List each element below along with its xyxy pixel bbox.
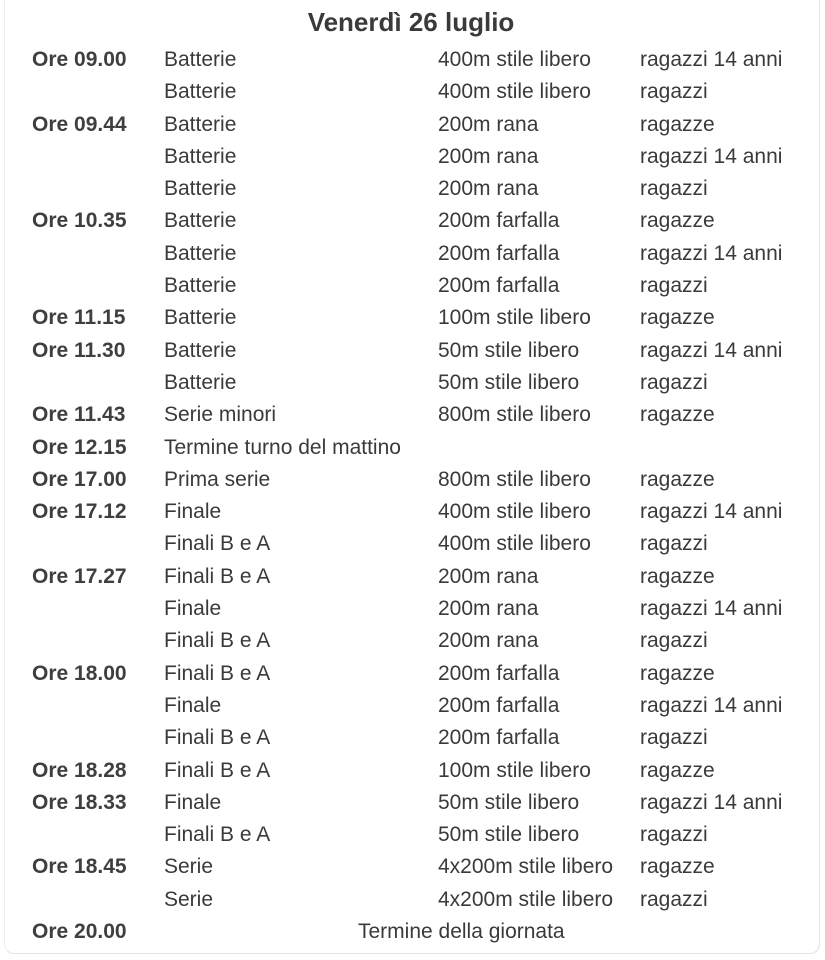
schedule-list bbox=[0, 44, 825, 948]
row-time: Ore 18.33 bbox=[32, 790, 127, 814]
row-time: Ore 11.15 bbox=[32, 306, 126, 330]
row-event: 200m farfalla bbox=[438, 693, 560, 717]
schedule-row bbox=[0, 432, 825, 464]
row-time: Ore 18.00 bbox=[32, 661, 127, 685]
row-phase: Finale bbox=[164, 597, 222, 621]
row-category: ragazzi bbox=[640, 629, 708, 653]
row-event: 800m stile libero bbox=[438, 467, 591, 491]
row-category: ragazzi bbox=[640, 274, 708, 298]
row-event: 50m stile libero bbox=[438, 370, 580, 394]
row-category: ragazzi 14 anni bbox=[640, 338, 783, 362]
row-phase: Finale bbox=[164, 790, 222, 814]
row-time: Ore 11.43 bbox=[32, 403, 126, 427]
row-phase: Batterie bbox=[164, 241, 237, 265]
row-event: 200m rana bbox=[438, 144, 539, 168]
schedule-row bbox=[0, 302, 825, 334]
row-phase: Serie bbox=[164, 887, 214, 911]
row-event: 400m stile libero bbox=[438, 532, 591, 556]
row-event: 4x200m stile libero bbox=[438, 887, 614, 911]
row-category: ragazzi bbox=[640, 726, 708, 750]
row-event: 200m rana bbox=[438, 629, 539, 653]
schedule-row bbox=[0, 270, 825, 302]
row-event: 400m stile libero bbox=[438, 48, 591, 71]
row-category: ragazzi 14 anni bbox=[640, 500, 783, 524]
schedule-row bbox=[0, 819, 825, 851]
closing-text: Termine della giornata bbox=[358, 920, 565, 944]
schedule-row bbox=[0, 205, 825, 237]
row-event: 200m farfalla bbox=[438, 661, 560, 685]
row-category: ragazzi bbox=[640, 370, 708, 394]
row-category: ragazzi 14 anni bbox=[640, 790, 783, 814]
closing-row bbox=[0, 916, 825, 948]
row-event: 50m stile libero bbox=[438, 823, 580, 847]
schedule-row bbox=[0, 787, 825, 819]
row-phase: Batterie bbox=[164, 274, 237, 298]
row-category: ragazze bbox=[640, 209, 715, 233]
schedule-row bbox=[0, 496, 825, 528]
row-phase: Batterie bbox=[164, 370, 237, 394]
row-category: ragazzi bbox=[640, 177, 708, 201]
row-event: 200m rana bbox=[438, 177, 539, 201]
row-time: Ore 09.44 bbox=[32, 112, 127, 136]
row-phase: Batterie bbox=[164, 144, 237, 168]
row-category: ragazzi bbox=[640, 887, 708, 911]
row-phase: Batterie bbox=[164, 209, 237, 233]
row-category: ragazzi bbox=[640, 823, 708, 847]
row-phase: Serie minori bbox=[164, 403, 277, 427]
row-event: 200m rana bbox=[438, 564, 539, 588]
row-event: 200m farfalla bbox=[438, 274, 560, 298]
row-category: ragazze bbox=[640, 564, 715, 588]
schedule-row bbox=[0, 851, 825, 883]
row-time: Ore 17.27 bbox=[32, 564, 127, 588]
row-category: ragazzi bbox=[640, 80, 708, 104]
closing-time: Ore 20.00 bbox=[32, 920, 127, 944]
schedule-row bbox=[0, 335, 825, 367]
row-phase: Finale bbox=[164, 693, 222, 717]
schedule-row bbox=[0, 625, 825, 657]
row-phase: Batterie bbox=[164, 48, 237, 71]
row-category: ragazze bbox=[640, 661, 715, 685]
row-phase: Prima serie bbox=[164, 467, 271, 491]
row-event: 200m rana bbox=[438, 112, 539, 136]
row-time: Ore 09.00 bbox=[32, 48, 127, 71]
page-title: Venerdì 26 luglio bbox=[307, 7, 515, 37]
schedule-row bbox=[0, 464, 825, 496]
row-phase: Finali B e A bbox=[164, 758, 271, 782]
row-event: 200m farfalla bbox=[438, 209, 560, 233]
row-category: ragazzi 14 anni bbox=[640, 241, 783, 265]
row-time: Ore 12.15 bbox=[32, 435, 127, 459]
schedule-row bbox=[0, 755, 825, 787]
row-event: 50m stile libero bbox=[438, 790, 580, 814]
row-phase: Batterie bbox=[164, 338, 237, 362]
row-category: ragazze bbox=[640, 758, 715, 782]
row-time: Ore 17.12 bbox=[32, 500, 127, 524]
row-time: Ore 18.45 bbox=[32, 855, 127, 879]
row-category: ragazze bbox=[640, 467, 715, 491]
row-time: Ore 10.35 bbox=[32, 209, 127, 233]
schedule-row bbox=[0, 561, 825, 593]
row-event: 100m stile libero bbox=[438, 306, 591, 330]
row-category: ragazzi 14 anni bbox=[640, 144, 783, 168]
row-event: 200m rana bbox=[438, 597, 539, 621]
schedule-row bbox=[0, 367, 825, 399]
schedule-row bbox=[0, 238, 825, 270]
row-category: ragazzi 14 anni bbox=[640, 48, 783, 71]
row-event: 200m farfalla bbox=[438, 241, 560, 265]
schedule-row bbox=[0, 722, 825, 754]
schedule-row bbox=[0, 76, 825, 108]
row-category: ragazze bbox=[640, 306, 715, 330]
row-phase: Finali B e A bbox=[164, 564, 271, 588]
schedule-row bbox=[0, 109, 825, 141]
row-category: ragazze bbox=[640, 855, 715, 879]
row-phase: Finale bbox=[164, 500, 222, 524]
row-phase: Finali B e A bbox=[164, 823, 271, 847]
schedule-row bbox=[0, 44, 825, 76]
row-category: ragazze bbox=[640, 112, 715, 136]
row-phase: Batterie bbox=[164, 80, 237, 104]
row-phase: Termine turno del mattino bbox=[164, 435, 401, 459]
schedule-row bbox=[0, 173, 825, 205]
row-phase: Finali B e A bbox=[164, 661, 271, 685]
row-phase: Finali B e A bbox=[164, 629, 271, 653]
schedule-row bbox=[0, 593, 825, 625]
row-event: 400m stile libero bbox=[438, 80, 591, 104]
row-category: ragazze bbox=[640, 403, 715, 427]
row-category: ragazzi bbox=[640, 532, 708, 556]
row-event: 100m stile libero bbox=[438, 758, 591, 782]
row-event: 50m stile libero bbox=[438, 338, 580, 362]
schedule-row bbox=[0, 690, 825, 722]
row-time: Ore 17.00 bbox=[32, 467, 127, 491]
row-phase: Finali B e A bbox=[164, 726, 271, 750]
row-phase: Batterie bbox=[164, 177, 237, 201]
schedule-row bbox=[0, 658, 825, 690]
row-phase: Batterie bbox=[164, 306, 237, 330]
schedule-row bbox=[0, 141, 825, 173]
row-event: 400m stile libero bbox=[438, 500, 591, 524]
schedule-row bbox=[0, 399, 825, 431]
row-phase: Finali B e A bbox=[164, 532, 271, 556]
schedule-row bbox=[0, 528, 825, 560]
row-time: Ore 18.28 bbox=[32, 758, 127, 782]
row-phase: Serie bbox=[164, 855, 214, 879]
row-category: ragazzi 14 anni bbox=[640, 597, 783, 621]
row-category: ragazzi 14 anni bbox=[640, 693, 783, 717]
row-phase: Batterie bbox=[164, 112, 237, 136]
row-event: 4x200m stile libero bbox=[438, 855, 614, 879]
row-event: 200m farfalla bbox=[438, 726, 560, 750]
row-time: Ore 11.30 bbox=[32, 338, 126, 362]
row-event: 800m stile libero bbox=[438, 403, 591, 427]
schedule-row bbox=[0, 884, 825, 916]
